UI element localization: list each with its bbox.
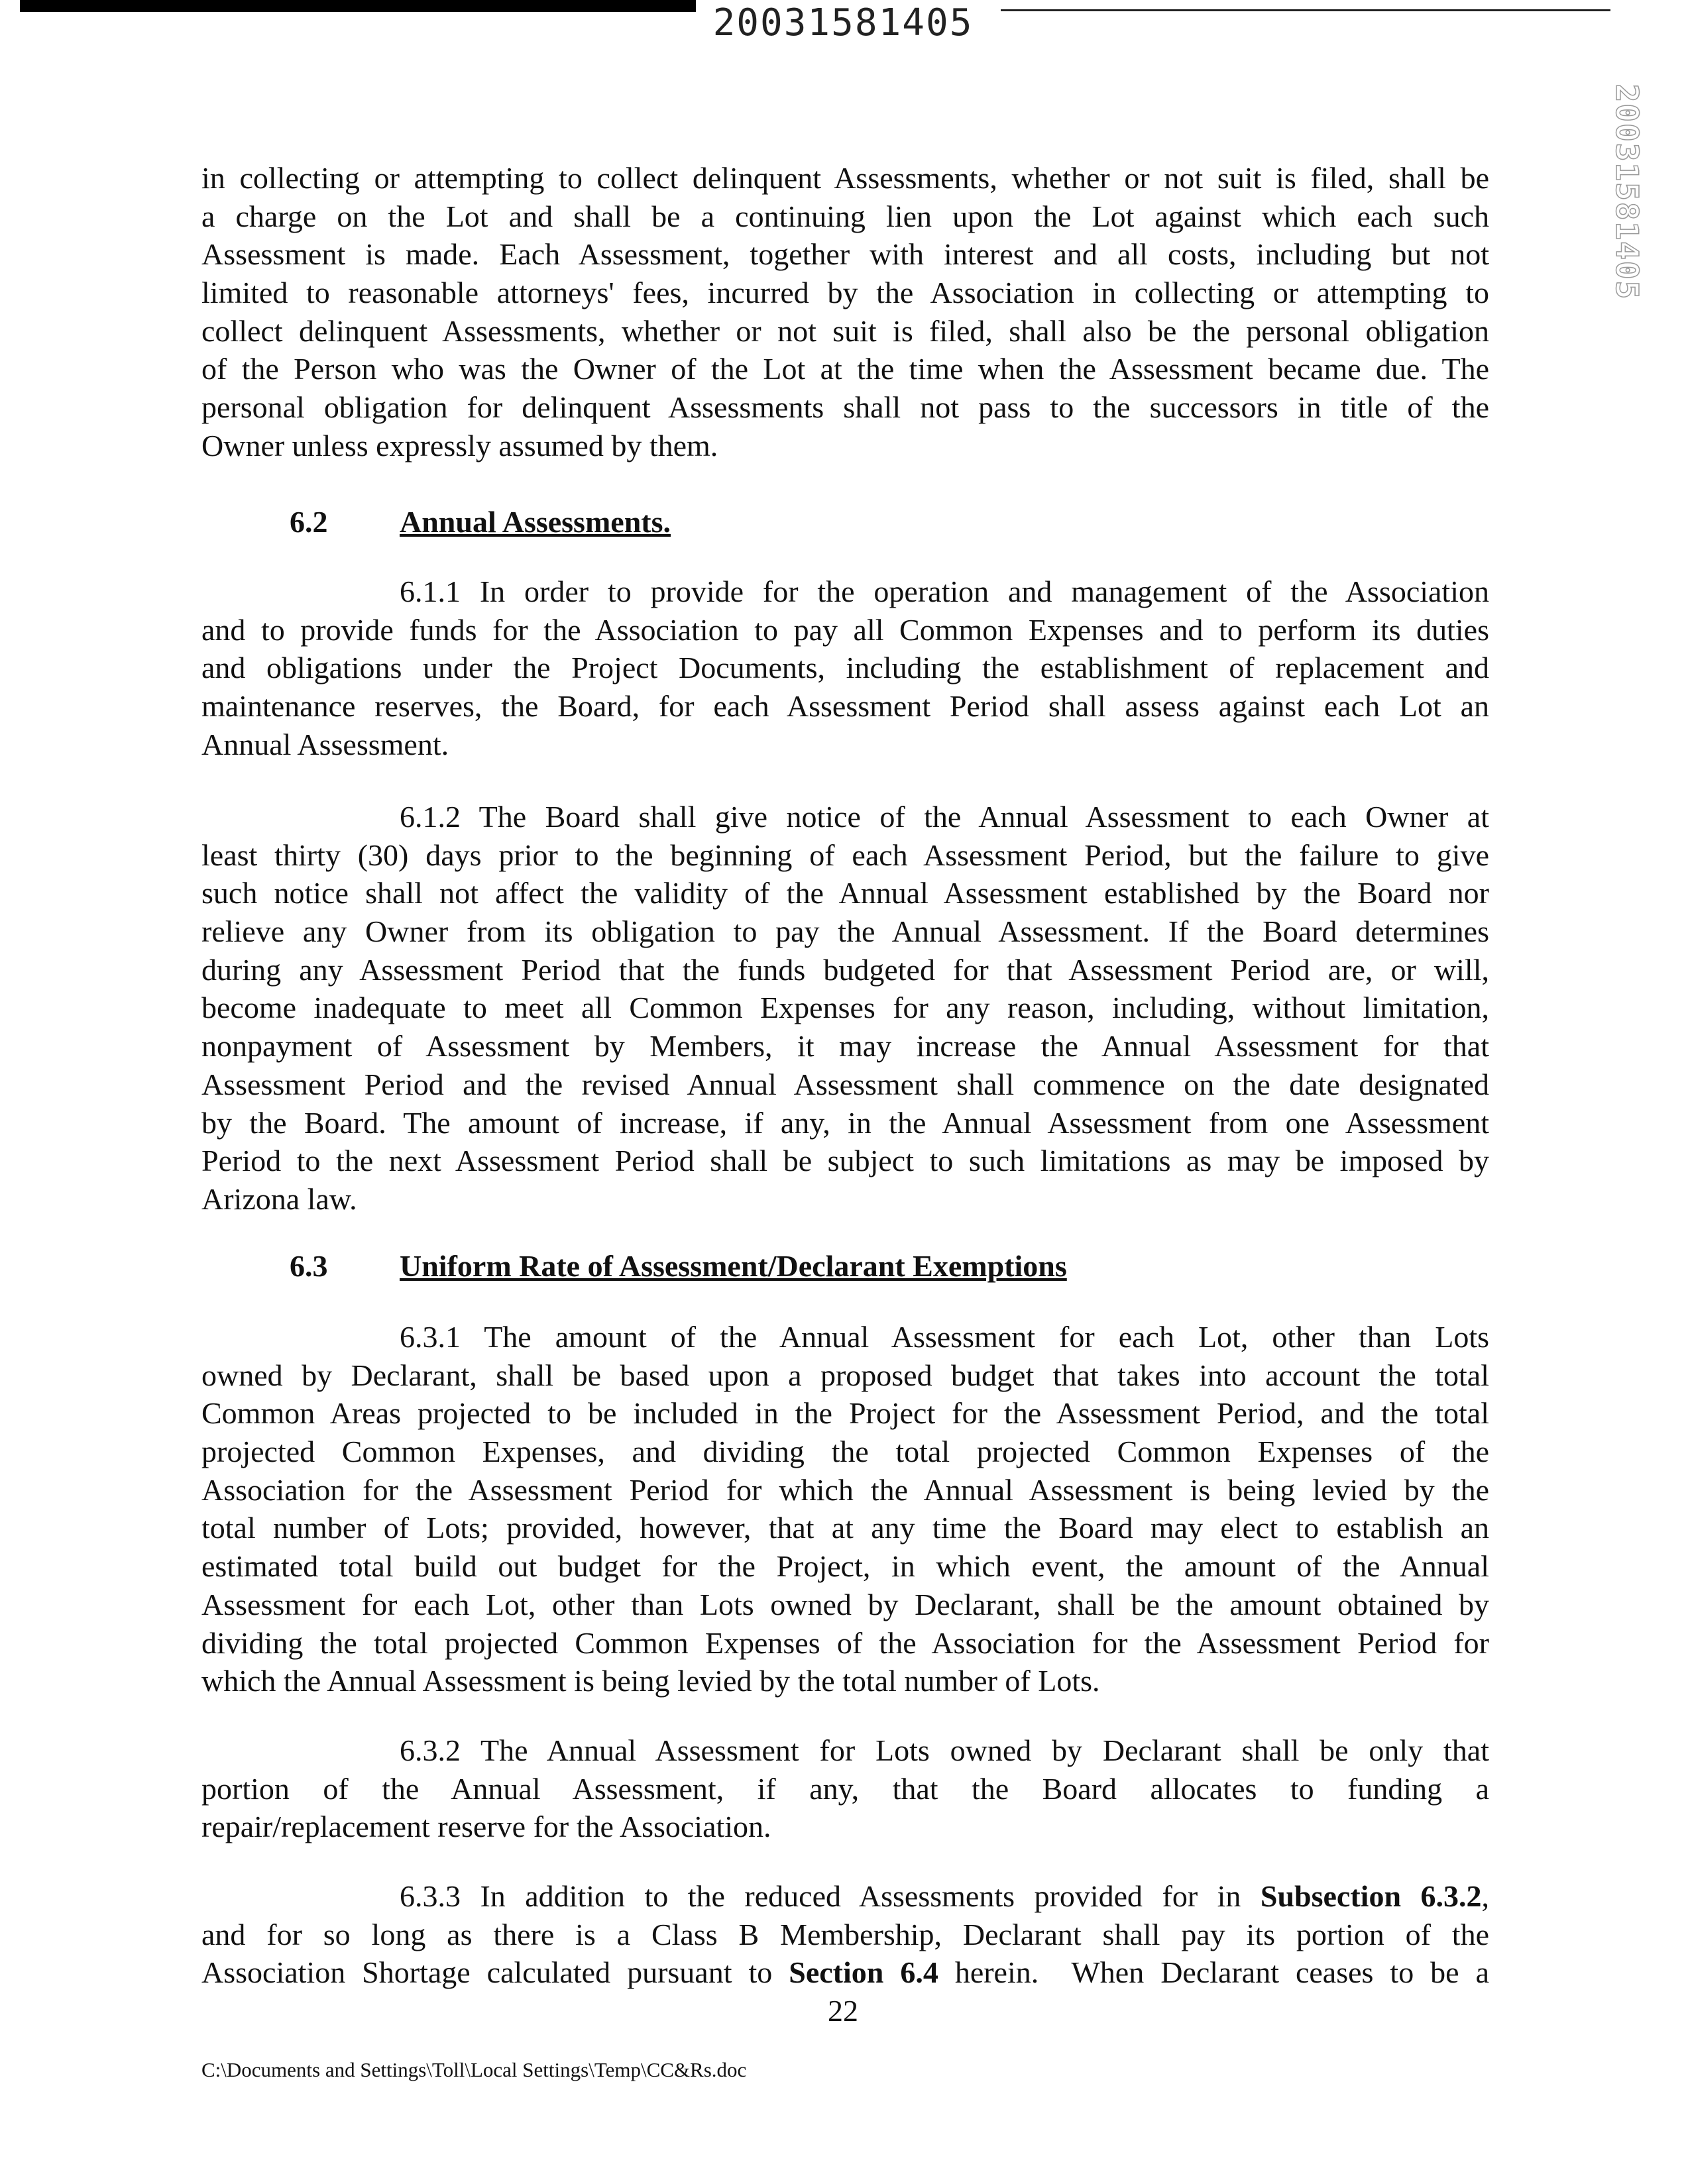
text-line: owned by Declarant, shall be based upon a proposed budget that takes into account the total xyxy=(201,1358,1489,1392)
text-run: 6.3.3 In addition to the reduced Assessments provided for in xyxy=(400,1879,1261,1913)
paragraph-6-1-1 xyxy=(201,573,1489,763)
document-number: 20031581405 xyxy=(712,1,974,44)
text-line: relieve any Owner from its obligation to pay the Annual Assessment. If the Board determines xyxy=(201,914,1489,949)
text-line: in collecting or attempting to collect delinquent Assessments, whether or not suit is filed, shall be xyxy=(201,161,1489,195)
text-line: 6.1.1 In order to provide for the operation and management of the Association xyxy=(400,574,1489,608)
text-line: and for so long as there is a Class B Membership, Declarant shall pay its portion of the xyxy=(201,1917,1489,1951)
text-line: personal obligation for delinquent Assessments shall not pass to the successors in title of the xyxy=(201,390,1489,425)
heading-title: Uniform Rate of Assessment/Declarant Exemptions xyxy=(400,1249,1067,1283)
text-line: limited to reasonable attorneys' fees, incurred by the Association in collecting or attempting to xyxy=(201,276,1489,310)
text-line: least thirty (30) days prior to the beginning of each Assessment Period, but the failure to give xyxy=(201,838,1489,872)
text-line: total number of Lots; provided, however, that at any time the Board may elect to establish an xyxy=(201,1511,1489,1545)
text-line: 6.1.2 The Board shall give notice of the Annual Assessment to each Owner at xyxy=(400,800,1489,834)
text-line: 6.3.1 The amount of the Annual Assessment for each Lot, other than Lots xyxy=(400,1320,1489,1354)
text-line: and to provide funds for the Association to pay all Common Expenses and to perform its duties xyxy=(201,612,1489,647)
cross-reference: Section 6.4 xyxy=(789,1955,938,1990)
text-line: nonpayment of Assessment by Members, it may increase the Annual Assessment for that xyxy=(201,1029,1489,1064)
text-line: Owner unless expressly assumed by them. xyxy=(201,428,718,463)
text-line: estimated total build out budget for the Project, in which event, the amount of the Annual xyxy=(201,1549,1489,1584)
page-number: 22 xyxy=(828,1994,858,2028)
paragraph-6-3-2 xyxy=(201,1731,1489,1846)
heading-title: Annual Assessments. xyxy=(400,505,671,539)
paragraph-6-3-3 xyxy=(201,1877,1489,1992)
text-line: during any Assessment Period that the funds budgeted for that Assessment Period are, or will, xyxy=(201,952,1489,987)
cross-reference: Subsection 6.3.2 xyxy=(1260,1879,1482,1913)
stamp-text: 20031581405 xyxy=(1609,83,1645,301)
footer-file-path: C:\Documents and Settings\Toll\Local Settings\Temp\CC&Rs.doc xyxy=(201,2058,747,2081)
text-line: a charge on the Lot and shall be a continuing lien upon the Lot against which each such xyxy=(201,199,1489,233)
heading-number: 6.3 xyxy=(290,1249,328,1283)
text-line: Period to the next Assessment Period shall be subject to such limitations as may be imposed by xyxy=(201,1144,1489,1178)
text-line: Assessment for each Lot, other than Lots owned by Declarant, shall be the amount obtained by xyxy=(201,1587,1489,1621)
text-line: Common Areas projected to be included in the Project for the Assessment Period, and the total xyxy=(201,1396,1489,1431)
text-line: such notice shall not affect the validity of the Annual Assessment established by the Board nor xyxy=(201,876,1489,910)
paragraph-6-1-2 xyxy=(201,798,1489,1219)
text-line xyxy=(201,1953,1489,1992)
text-run: , xyxy=(1481,1879,1489,1913)
text-line: projected Common Expenses, and dividing the total projected Common Expenses of the xyxy=(201,1435,1489,1469)
text-line: and obligations under the Project Documents, including the establishment of replacement and xyxy=(201,651,1489,685)
text-line: maintenance reserves, the Board, for each Assessment Period shall assess against each Lot an xyxy=(201,689,1489,724)
text-line: collect delinquent Assessments, whether or not suit is filed, shall also be the personal obligation xyxy=(201,313,1489,348)
text-line: Assessment is made. Each Assessment, together with interest and all costs, including but not xyxy=(201,237,1489,272)
recording-stamp xyxy=(1604,80,1650,305)
text-line: 6.3.2 The Annual Assessment for Lots owned by Declarant shall be only that xyxy=(400,1733,1489,1767)
text-line: repair/replacement reserve for the Association. xyxy=(201,1810,771,1844)
text-line: Annual Assessment. xyxy=(201,727,449,761)
heading-number: 6.2 xyxy=(290,505,328,539)
text-line: by the Board. The amount of increase, if any, in the Annual Assessment from one Assessment xyxy=(201,1105,1489,1140)
text-line: portion of the Annual Assessment, if any, that the Board allocates to funding a xyxy=(201,1771,1489,1806)
text-line: become inadequate to meet all Common Expenses for any reason, including, without limitation, xyxy=(201,991,1489,1025)
text-line: of the Person who was the Owner of the Lot at the time when the Assessment became due. The xyxy=(201,352,1489,386)
text-line xyxy=(201,1877,1489,1916)
paragraph-continuation xyxy=(201,159,1489,465)
paragraph-6-3-1 xyxy=(201,1318,1489,1700)
text-line: Association for the Assessment Period for which the Annual Assessment is being levied by the xyxy=(201,1472,1489,1507)
text-line: which the Annual Assessment is being levied by the total number of Lots. xyxy=(201,1664,1100,1698)
text-run: herein. When Declarant ceases to be a xyxy=(938,1955,1489,1990)
text-line: Arizona law. xyxy=(201,1181,357,1216)
text-run: Association Shortage calculated pursuant to xyxy=(201,1955,789,1990)
text-line: Assessment Period and the revised Annual Assessment shall commence on the date designated xyxy=(201,1067,1489,1101)
text-line: dividing the total projected Common Expenses of the Association for the Assessment Period for xyxy=(201,1625,1489,1660)
